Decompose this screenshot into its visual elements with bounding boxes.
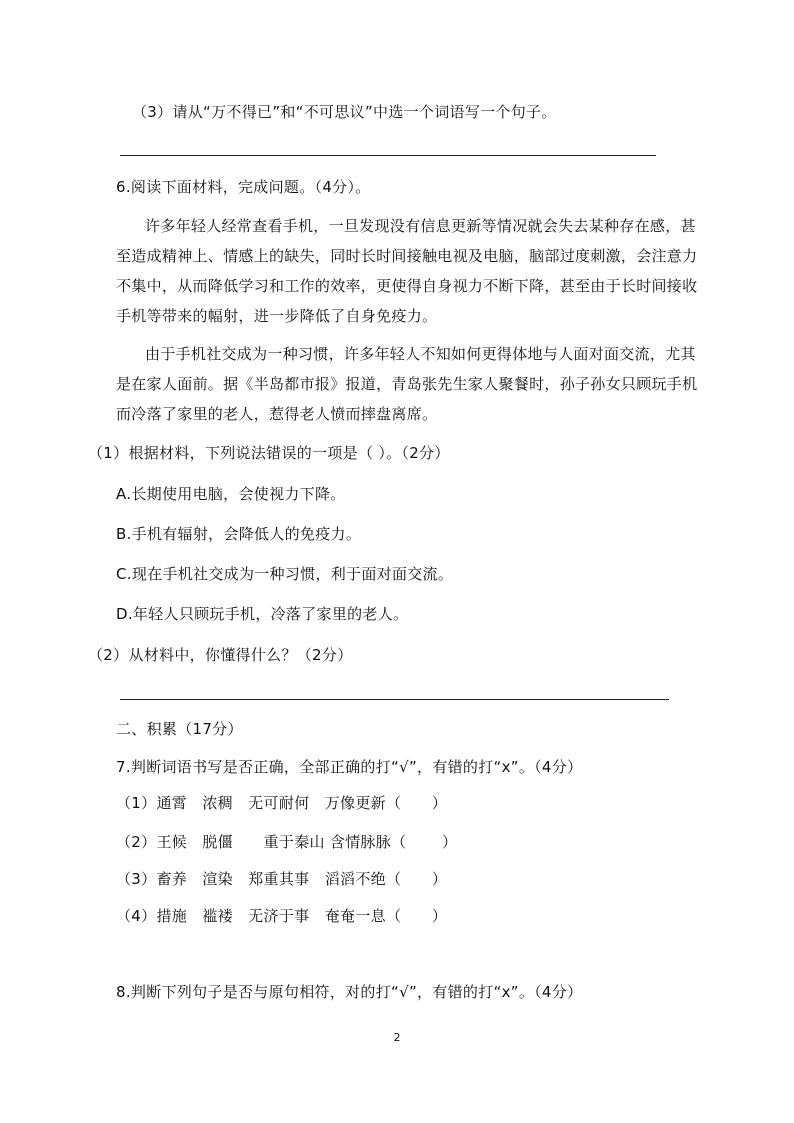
- q6-option-b: B.手机有辐射，会降低人的免疫力。: [116, 525, 362, 543]
- q6-para2-line1: 由于手机社交成为一种习惯，许多年轻人不知如何更得体地与人面对面交流，尤其: [145, 345, 696, 363]
- q6-option-d: D.年轻人只顾玩手机，冷落了家里的老人。: [116, 605, 409, 623]
- q7-heading: 7.判断词语书写是否正确，全部正确的打“√”，有错的打“x”。（4分）: [116, 758, 583, 776]
- q6-para1-line1: 许多年轻人经常查看手机，一旦发现没有信息更新等情况就会失去某种存在感，甚: [145, 217, 696, 235]
- q7-item-4: （4）措施 褴褛 无济于事 奄奄一息（ ）: [116, 907, 448, 925]
- q6-para1-line3: 不集中，从而降低学习和工作的效率，更使得自身视力不断下降，甚至由于长时间接收: [116, 277, 698, 295]
- q7-item-1: （1）通霄 浓稠 无可耐何 万像更新（ ）: [116, 794, 448, 812]
- q6-option-c: C.现在手机社交成为一种习惯，利于面对面交流。: [116, 565, 454, 583]
- answer-line-q6-2: [120, 699, 669, 700]
- q6-para2-line3: 而冷落了家里的老人，惹得老人愤而摔盘离席。: [116, 405, 438, 423]
- q6-para1-line2: 至造成精神上、情感上的缺失，同时长时间接触电视及电脑，脑部过度刺激，会注意力: [116, 247, 698, 265]
- section-2-heading: 二、积累（17分）: [116, 720, 243, 738]
- q6-para1-line4: 手机等带来的幅射，进一步降低了自身免疫力。: [116, 307, 438, 325]
- q6-subquestion-1: （1）根据材料，下列说法错误的一项是（ ）。（2分）: [88, 444, 450, 462]
- q6-subquestion-2: （2）从材料中，你懂得什么？（2分）: [88, 646, 353, 664]
- q5-subquestion-3: （3）请从“万不得已”和“不可思议”中选一个词语写一个句子。: [132, 103, 557, 121]
- page-number: 2: [393, 1031, 401, 1044]
- q8-heading: 8.判断下列句子是否与原句相符，对的打“√”，有错的打“x”。（4分）: [116, 983, 583, 1001]
- answer-line-q5-3: [120, 155, 656, 156]
- q7-item-3: （3）畜养 渲染 郑重其事 滔滔不绝（ ）: [116, 870, 448, 888]
- q7-item-2: （2）王候 脱僵 重于秦山 含情脉脉（ ）: [116, 833, 458, 851]
- q6-heading: 6.阅读下面材料，完成问题。（4分）。: [116, 178, 371, 196]
- q6-para2-line2: 是在家人面前。据《半岛都市报》报道，青岛张先生家人聚餐时，孙子孙女只顾玩手机: [116, 375, 698, 393]
- q6-option-a: A.长期使用电脑，会使视力下降。: [116, 485, 346, 503]
